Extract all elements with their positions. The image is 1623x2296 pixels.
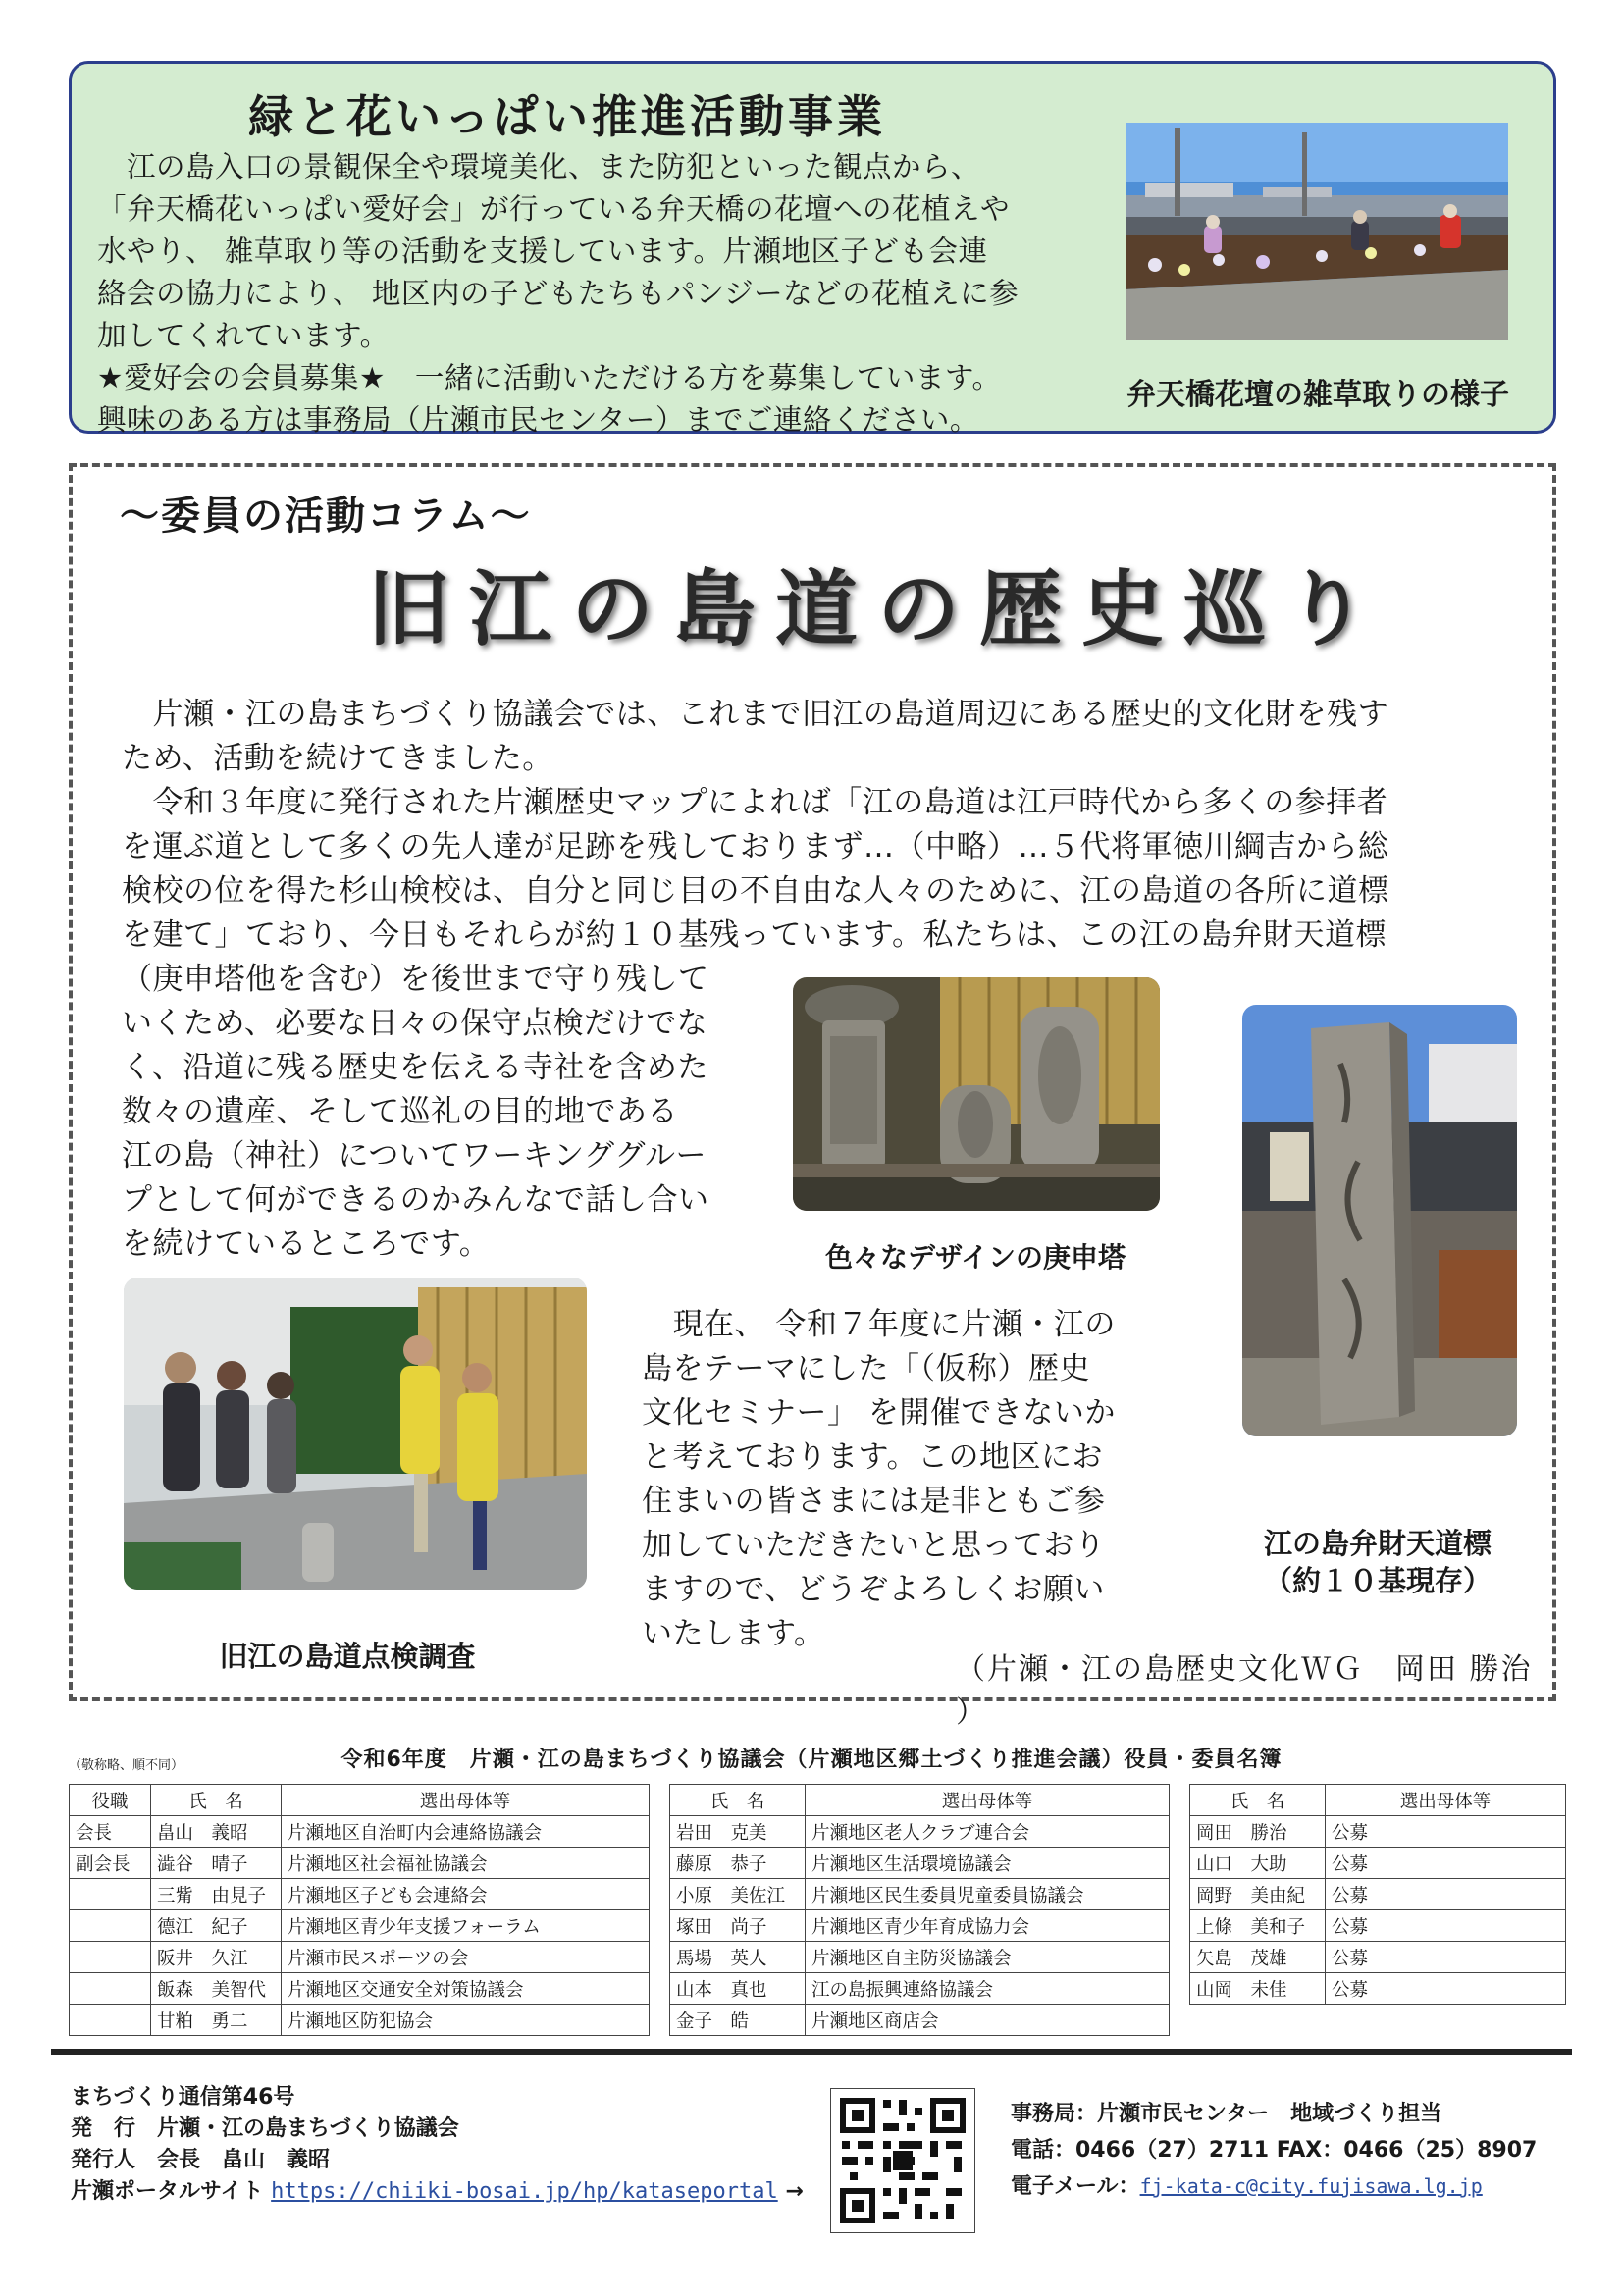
column-line: 住まいの皆さまには是非ともご参 bbox=[642, 1484, 1106, 1519]
column-line: ますので、どうぞよろしくお願い bbox=[642, 1572, 1105, 1607]
table-row bbox=[70, 1848, 650, 1879]
column-author: （片瀬・江の島歴史文化ＷＧ 岡田 勝治 ） bbox=[956, 1652, 1533, 1730]
column-paragraph-1 bbox=[122, 693, 1515, 958]
cell-role: 副会長 bbox=[70, 1848, 151, 1879]
column-line: 文化セミナー」 を開催できないか bbox=[642, 1395, 1116, 1431]
cell-name: 馬場 英人 bbox=[670, 1942, 806, 1973]
green-section-body bbox=[97, 146, 1137, 442]
portal-link[interactable]: https://chiiki-bosai.jp/hp/kataseportal bbox=[271, 2179, 778, 2204]
table-row bbox=[670, 2005, 1170, 2036]
green-photo-caption: 弁天橋花壇の雑草取りの様子 bbox=[1126, 378, 1509, 412]
cell-name: 岩田 克美 bbox=[670, 1816, 806, 1848]
table-row bbox=[1190, 1910, 1566, 1942]
email-line bbox=[1011, 2168, 1537, 2205]
cell-name: 三觜 由見子 bbox=[151, 1879, 282, 1910]
cell-name: 阪井 久江 bbox=[151, 1942, 282, 1973]
office-contact bbox=[1011, 2096, 1537, 2205]
table-row bbox=[70, 1910, 650, 1942]
cell-org: 公募 bbox=[1326, 1816, 1566, 1848]
green-body-line: 興味のある方は事務局（片瀬市民センター）までご連絡ください。 bbox=[97, 403, 979, 437]
table-header-row bbox=[1190, 1785, 1566, 1816]
green-body-line: ★愛好会の会員募集★ 一緒に活動いただける方を募集しています。 bbox=[97, 361, 1002, 394]
column-heading: ～委員の活動コラム～ bbox=[120, 494, 532, 539]
table-row bbox=[70, 1973, 650, 2005]
guidepost-caption-count: （約１０基現存） bbox=[1263, 1564, 1492, 1597]
header-name: 氏 名 bbox=[151, 1785, 282, 1816]
column-line: いくため、必要な日々の保守点検だけでな bbox=[122, 1006, 708, 1041]
column-paragraph-3 bbox=[642, 1303, 1191, 1656]
cell-role bbox=[70, 1879, 151, 1910]
header-name: 氏 名 bbox=[1190, 1785, 1326, 1816]
cell-role bbox=[70, 1973, 151, 2005]
cell-role bbox=[70, 1910, 151, 1942]
column-line: （庚申塔他を含む）を後世まで守り残して bbox=[122, 962, 709, 997]
roster-table-members-2 bbox=[1189, 1784, 1566, 2005]
cell-name: 德江 紀子 bbox=[151, 1910, 282, 1942]
flowerbed-weeding-photo bbox=[1126, 123, 1508, 340]
roster-table-officers bbox=[69, 1784, 650, 2036]
phone-fax: 電話：0466（27）2711 FAX：0466（25）8907 bbox=[1011, 2138, 1538, 2163]
koshin-photo-caption: 色々なデザインの庚申塔 bbox=[824, 1241, 1126, 1274]
cell-name: 澁谷 晴子 bbox=[151, 1848, 282, 1879]
cell-name: 小原 美佐江 bbox=[670, 1879, 806, 1910]
publisher: 発 行 片瀬・江の島まちづくり協議会 bbox=[71, 2116, 459, 2141]
column-line: を続けているところです。 bbox=[122, 1226, 491, 1262]
table-row bbox=[670, 1973, 1170, 2005]
table-row bbox=[70, 1942, 650, 1973]
email-label: 電子メール： bbox=[1011, 2174, 1140, 2199]
cell-role bbox=[70, 1942, 151, 1973]
cell-name: 飯森 美智代 bbox=[151, 1973, 282, 2005]
roster-title: 令和6年度 片瀬・江の島まちづくり協議会（片瀬地区郷土づくり推進会議）役員・委員名簿 bbox=[340, 1748, 1283, 1772]
cell-org: 片瀬地区生活環境協議会 bbox=[806, 1848, 1170, 1879]
table-row bbox=[70, 2005, 650, 2036]
cell-name: 藤原 恭子 bbox=[670, 1848, 806, 1879]
cell-org: 片瀬地区子ども会連絡会 bbox=[282, 1879, 650, 1910]
column-paragraph-2 bbox=[122, 958, 843, 1267]
cell-role: 会長 bbox=[70, 1816, 151, 1848]
green-body-line: 「弁天橋花いっぱい愛好会」が行っている弁天橋の花壇への花植えや bbox=[97, 192, 1011, 226]
editor: 発行人 会長 畠山 義昭 bbox=[71, 2148, 331, 2172]
green-body-line: 江の島入口の景観保全や環境美化、また防犯といった観点から、 bbox=[97, 150, 981, 183]
column-line: く、沿道に残る歴史を伝える寺社を含めた bbox=[122, 1050, 708, 1085]
cell-org: 片瀬地区交通安全対策協議会 bbox=[282, 1973, 650, 2005]
column-line: と考えております。この地区にお bbox=[642, 1439, 1104, 1475]
cell-org: 公募 bbox=[1326, 1910, 1566, 1942]
table-row bbox=[1190, 1816, 1566, 1848]
column-line: 島をテーマにした「（仮称）歴史 bbox=[642, 1351, 1090, 1386]
table-row bbox=[670, 1816, 1170, 1848]
table-header-row bbox=[70, 1785, 650, 1816]
green-body-line: 水やり、 雑草取り等の活動を支援しています。片瀬地区子ども会連 bbox=[97, 235, 988, 268]
roster-table-members-1 bbox=[669, 1784, 1170, 2036]
cell-name: 塚田 尚子 bbox=[670, 1910, 806, 1942]
qr-code bbox=[830, 2088, 975, 2233]
issue-number: まちづくり通信第46号 bbox=[71, 2085, 295, 2110]
cell-name: 岡田 勝治 bbox=[1190, 1816, 1326, 1848]
green-body-line: 絡会の協力により、 地区内の子どもたちもパンジーなどの花植えに参 bbox=[97, 277, 1020, 310]
cell-name: 山口 大助 bbox=[1190, 1848, 1326, 1879]
column-line: を建て」ており、今日もそれらが約１０基残っています。私たちは、この江の島弁財天道標 bbox=[122, 917, 1387, 953]
cell-org: 片瀬地区防犯協会 bbox=[282, 2005, 650, 2036]
header-name: 氏 名 bbox=[670, 1785, 806, 1816]
table-row bbox=[670, 1848, 1170, 1879]
cell-org: 片瀬地区自治町内会連絡協議会 bbox=[282, 1816, 650, 1848]
cell-org: 公募 bbox=[1326, 1879, 1566, 1910]
cell-org: 片瀬地区青少年育成協力会 bbox=[806, 1910, 1170, 1942]
cell-role bbox=[70, 2005, 151, 2036]
cell-org: 片瀬地区社会福祉協議会 bbox=[282, 1848, 650, 1879]
column-title: 旧江の島道の歴史巡り bbox=[367, 560, 1388, 657]
table-row bbox=[1190, 1973, 1566, 2005]
roster-note: （敬称略、順不同） bbox=[69, 1758, 184, 1773]
header-org: 選出母体等 bbox=[282, 1785, 650, 1816]
guidepost-caption-line: 江の島弁財天道標 bbox=[1263, 1527, 1492, 1560]
column-line: 現在、 令和７年度に片瀬・江の bbox=[642, 1307, 1116, 1342]
table-row bbox=[1190, 1879, 1566, 1910]
cell-org: 片瀬地区自主防災協議会 bbox=[806, 1942, 1170, 1973]
portal-label: 片瀬ポータルサイト bbox=[71, 2179, 264, 2204]
column-line: いたします。 bbox=[642, 1616, 825, 1651]
column-line: 検校の位を得た杉山検校は、自分と同じ目の不自由な人々のために、江の島道の各所に道標 bbox=[122, 873, 1389, 909]
cell-name: 岡野 美由紀 bbox=[1190, 1879, 1326, 1910]
table-header-row bbox=[670, 1785, 1170, 1816]
road-inspection-photo bbox=[124, 1278, 587, 1590]
cell-name: 山岡 未佳 bbox=[1190, 1973, 1326, 2005]
column-line: 加していただきたいと思っており bbox=[642, 1528, 1106, 1563]
table-row bbox=[670, 1910, 1170, 1942]
email-link[interactable]: fj-kata-c@city.fujisawa.lg.jp bbox=[1139, 2174, 1483, 2198]
publication-info bbox=[71, 2082, 804, 2208]
table-row bbox=[1190, 1848, 1566, 1879]
cell-name: 甘粕 勇二 bbox=[151, 2005, 282, 2036]
green-body-line: 加してくれています。 bbox=[97, 319, 390, 352]
cell-org: 片瀬市民スポーツの会 bbox=[282, 1942, 650, 1973]
table-row bbox=[70, 1879, 650, 1910]
cell-org: 公募 bbox=[1326, 1973, 1566, 2005]
green-section-title: 緑と花いっぱい推進活動事業 bbox=[248, 90, 886, 143]
column-line: 片瀬・江の島まちづくり協議会では、これまで旧江の島道周辺にある歴史的文化財を残す bbox=[122, 697, 1389, 732]
table-row bbox=[70, 1816, 650, 1848]
green-activity-section bbox=[69, 61, 1556, 437]
cell-org: 公募 bbox=[1326, 1942, 1566, 1973]
cell-name: 金子 皓 bbox=[670, 2005, 806, 2036]
committee-column-section bbox=[69, 463, 1556, 1730]
column-line: ため、活動を続けてきました。 bbox=[122, 741, 553, 776]
header-org: 選出母体等 bbox=[806, 1785, 1170, 1816]
header-org: 選出母体等 bbox=[1326, 1785, 1566, 1816]
cell-name: 畠山 義昭 bbox=[151, 1816, 282, 1848]
table-row bbox=[670, 1942, 1170, 1973]
inspection-photo-caption: 旧江の島道点検調査 bbox=[219, 1640, 476, 1673]
header-role: 役職 bbox=[70, 1785, 151, 1816]
footer-divider bbox=[51, 2049, 1572, 2055]
portal-line bbox=[71, 2176, 804, 2208]
cell-name: 上條 美和子 bbox=[1190, 1910, 1326, 1942]
cell-org: 公募 bbox=[1326, 1848, 1566, 1879]
column-line: 令和３年度に発行された片瀬歴史マップによれば「江の島道は江戸時代から多くの参拝者 bbox=[122, 785, 1388, 820]
benzaiten-guidepost-photo bbox=[1242, 1005, 1517, 1436]
cell-org: 片瀬地区商店会 bbox=[806, 2005, 1170, 2036]
column-line: 江の島（神社）についてワーキンググルー bbox=[122, 1138, 707, 1174]
office-name: 事務局：片瀬市民センター 地域づくり担当 bbox=[1011, 2102, 1442, 2126]
table-row bbox=[670, 1879, 1170, 1910]
column-line: 数々の遺産、そして巡礼の目的地である bbox=[122, 1094, 678, 1129]
arrow-right-icon: → bbox=[785, 2179, 804, 2204]
cell-org: 片瀬地区老人クラブ連合会 bbox=[806, 1816, 1170, 1848]
cell-org: 江の島振興連絡協議会 bbox=[806, 1973, 1170, 2005]
cell-org: 片瀬地区民生委員児童委員協議会 bbox=[806, 1879, 1170, 1910]
column-line: を運ぶ道として多くの先人達が足跡を残しておりまず…（中略）…５代将軍徳川綱吉から総 bbox=[122, 829, 1389, 864]
cell-name: 矢島 茂雄 bbox=[1190, 1942, 1326, 1973]
koshin-tower-photo bbox=[793, 977, 1160, 1211]
cell-org: 片瀬地区青少年支援フォーラム bbox=[282, 1910, 650, 1942]
table-row bbox=[1190, 1942, 1566, 1973]
guidepost-photo-caption bbox=[1221, 1525, 1535, 1599]
column-line: プとして何ができるのかみんなで話し合い bbox=[122, 1182, 709, 1218]
cell-name: 山本 真也 bbox=[670, 1973, 806, 2005]
